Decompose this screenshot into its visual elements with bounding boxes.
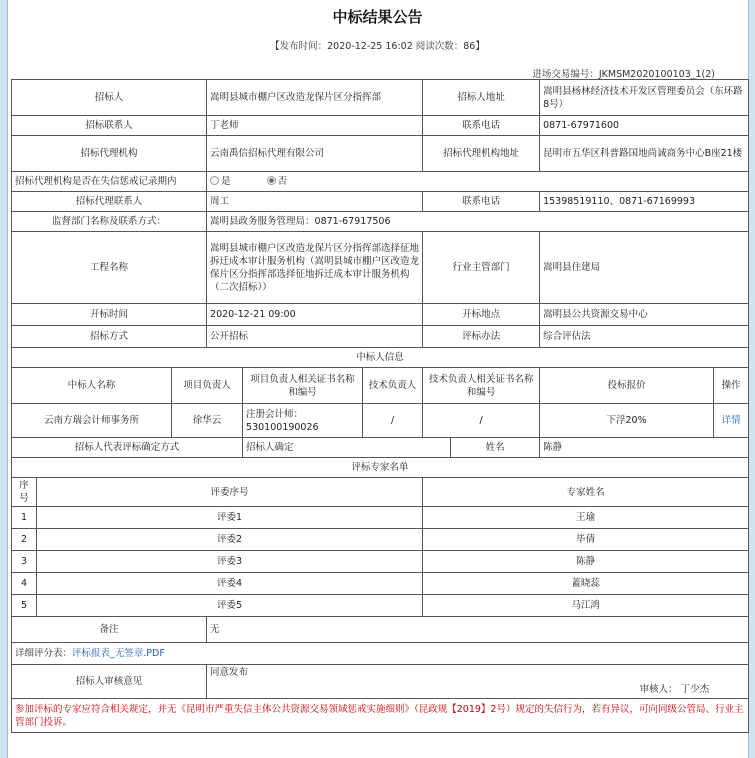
winner-header-action: 操作 xyxy=(714,368,749,404)
winner-header-name: 中标人名称 xyxy=(12,368,172,404)
supervise-label: 监督部门名称及联系方式： xyxy=(12,212,207,232)
blacklist-label: 招标代理机构是否在失信惩戒记录期内 xyxy=(12,172,207,192)
rep-name-label: 姓名 xyxy=(451,438,540,458)
expert-no: 3 xyxy=(12,551,37,573)
winner-pm-cert: 注册会计师：530100190026 xyxy=(243,404,363,438)
blacklist-options xyxy=(207,172,749,192)
experts-header-seat: 评委序号 xyxy=(37,478,423,507)
winner-header-price: 投标报价 xyxy=(540,368,714,404)
supervise-value: 嵩明县政务服务管理局：0871-67917506 xyxy=(207,212,749,232)
winner-section-title: 中标人信息 xyxy=(12,348,749,368)
open-place-label: 开标地点 xyxy=(423,304,540,326)
radio-no[interactable] xyxy=(267,176,276,185)
detail-file-link[interactable]: 评标报表_无签章.PDF xyxy=(72,648,165,659)
eval-label: 评标办法 xyxy=(423,326,540,348)
open-time-label: 开标时间 xyxy=(12,304,207,326)
winner-price: 下浮20% xyxy=(540,404,714,438)
agency-phone-label: 联系电话 xyxy=(423,192,540,212)
audit-opinion: 同意发布 xyxy=(210,667,249,678)
method-label: 招标方式 xyxy=(12,326,207,348)
radio-no-label: 否 xyxy=(277,176,288,187)
expert-seat: 评委5 xyxy=(37,595,423,617)
agency-phone-value: 15398519110、0871-67169993 xyxy=(540,192,749,212)
expert-seat: 评委1 xyxy=(37,507,423,529)
winner-pm: 徐华云 xyxy=(172,404,243,438)
industry-label: 行业主管部门 xyxy=(423,232,540,304)
page-title: 中标结果公告 xyxy=(332,8,423,26)
audit-label: 招标人审核意见 xyxy=(12,665,207,699)
detail-prefix: 详细评分表： xyxy=(15,648,73,659)
publish-meta: 【发布时间：2020-12-25 16:02 阅读次数：86】 xyxy=(270,41,485,52)
winner-detail-link[interactable]: 详情 xyxy=(721,415,741,426)
agency-contact-value: 周工 xyxy=(207,192,423,212)
contact-value: 丁老师 xyxy=(207,116,423,136)
tenderer-address-value: 嵩明县杨林经济技术开发区管理委员会（东环路8号） xyxy=(540,80,749,116)
experts-section-title: 评标专家名单 xyxy=(12,458,749,478)
radio-yes-label: 是 xyxy=(221,176,231,187)
expert-seat: 评委2 xyxy=(37,529,423,551)
industry-value: 嵩明县住建局 xyxy=(540,232,749,304)
table-row xyxy=(12,551,749,573)
expert-seat: 评委3 xyxy=(37,551,423,573)
expert-name: 陈静 xyxy=(423,551,749,573)
remark-label: 备注 xyxy=(12,617,207,643)
tenderer-label: 招标人 xyxy=(12,80,207,116)
audit-auditor: 审核人： 丁少杰 xyxy=(639,684,710,695)
rep-label: 招标人代表评标确定方式 xyxy=(12,438,243,458)
winner-action-cell xyxy=(714,404,749,438)
rep-name-value: 陈静 xyxy=(540,438,749,458)
winner-tech-cert: / xyxy=(423,404,540,438)
radio-yes[interactable] xyxy=(210,176,219,185)
expert-name: 马江鸿 xyxy=(423,595,749,617)
left-frame-border xyxy=(0,0,8,758)
open-place-value: 嵩明县公共资源交易中心 xyxy=(540,304,749,326)
detail-cell xyxy=(12,643,749,665)
open-time-value: 2020-12-21 09:00 xyxy=(207,304,423,326)
expert-no: 2 xyxy=(12,529,37,551)
result-table xyxy=(11,79,749,733)
expert-seat: 评委4 xyxy=(37,573,423,595)
expert-no: 5 xyxy=(12,595,37,617)
table-row xyxy=(12,507,749,529)
expert-no: 1 xyxy=(12,507,37,529)
trade-code: 进场交易编号：JKMSM2020100103_1(2) xyxy=(532,69,715,80)
eval-value: 综合评估法 xyxy=(540,326,749,348)
tenderer-address-label: 招标人地址 xyxy=(423,80,540,116)
project-value: 嵩明县城市棚户区改造龙保片区分指挥部选择征地拆迁成本审计服务机构（嵩明县城市棚户区改造龙保片区分指挥部选择征地拆迁成本审计服务机构（二次招标）） xyxy=(207,232,423,304)
winner-header-tech-cert: 技术负责人相关证书名称和编号 xyxy=(423,368,540,404)
winner-tech: / xyxy=(363,404,423,438)
winner-header-tech: 技术负责人 xyxy=(363,368,423,404)
project-label: 工程名称 xyxy=(12,232,207,304)
expert-name: 王瑜 xyxy=(423,507,749,529)
winner-header-pm: 项目负责人 xyxy=(172,368,243,404)
winner-name: 云南方瑞会计师事务所 xyxy=(12,404,172,438)
expert-name: 蓋晓蕊 xyxy=(423,573,749,595)
audit-cell xyxy=(207,665,749,699)
method-value: 公开招标 xyxy=(207,326,423,348)
tenderer-value: 嵩明县城市棚户区改造龙保片区分指挥部 xyxy=(207,80,423,116)
table-row xyxy=(12,529,749,551)
table-row xyxy=(12,595,749,617)
winner-header-pm-cert: 项目负责人相关证书名称和编号 xyxy=(243,368,363,404)
agency-contact-label: 招标代理联系人 xyxy=(12,192,207,212)
expert-no: 4 xyxy=(12,573,37,595)
agency-address-label: 招标代理机构地址 xyxy=(423,136,540,172)
experts-header-name: 专家姓名 xyxy=(423,478,749,507)
agency-address-value: 昆明市五华区科普路国地尚诚商务中心B座21楼 xyxy=(540,136,749,172)
phone-value: 0871-67971600 xyxy=(540,116,749,136)
expert-name: 毕倩 xyxy=(423,529,749,551)
phone-label: 联系电话 xyxy=(423,116,540,136)
notice-text: 参加评标的专家应符合相关规定，并无《昆明市严重失信主体公共资源交易领域惩戒实施细则》（昆政规【2019】2号）规定的失信行为，若有异议，可向同级公管局、行业主管部门投诉。 xyxy=(12,699,749,733)
agency-label: 招标代理机构 xyxy=(12,136,207,172)
remark-value: 无 xyxy=(207,617,749,643)
experts-header-no: 序号 xyxy=(12,478,37,507)
rep-value: 招标人确定 xyxy=(243,438,451,458)
agency-value: 云南禹信招标代理有限公司 xyxy=(207,136,423,172)
table-row xyxy=(12,573,749,595)
contact-label: 招标联系人 xyxy=(12,116,207,136)
